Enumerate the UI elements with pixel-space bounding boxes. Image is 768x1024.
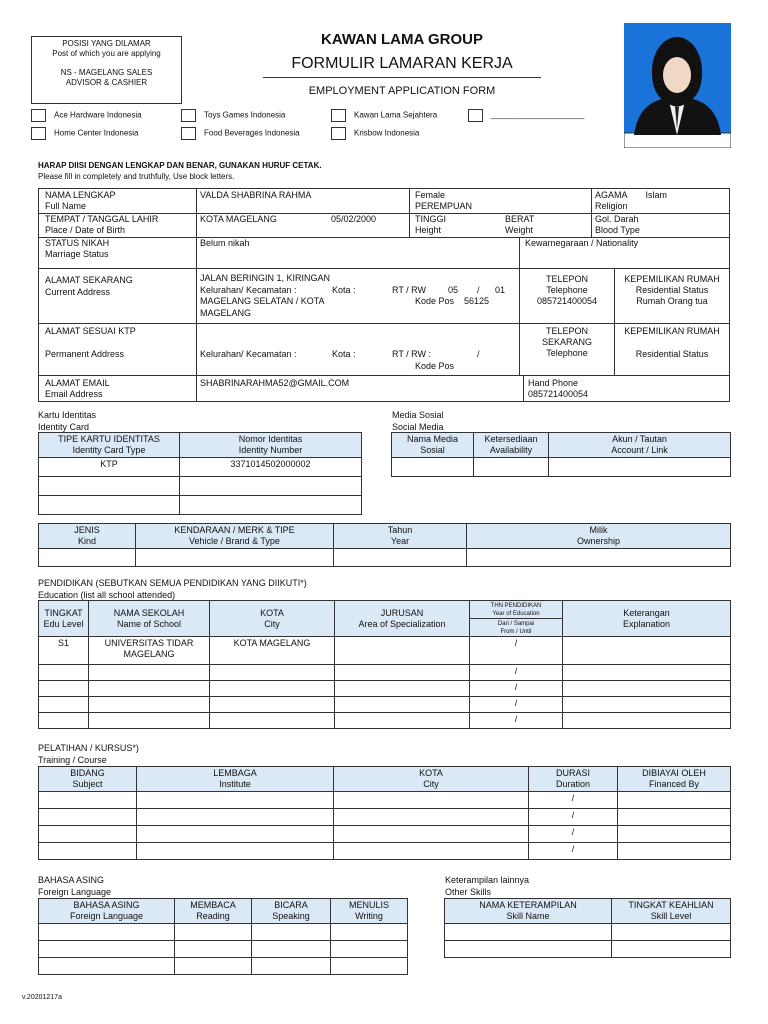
address-rw[interactable]: 01 — [495, 285, 506, 295]
training-duration[interactable]: / — [529, 843, 618, 860]
company-option-label: Food Beverages Indonesia — [204, 128, 300, 138]
table-cell[interactable] — [180, 477, 362, 496]
instructions-id: HARAP DIISI DENGAN LENGKAP DAN BENAR, GUNAKAN HURUF CETAK. — [38, 161, 322, 170]
education-city[interactable]: KOTA MAGELANG — [210, 637, 335, 665]
checkbox[interactable] — [331, 127, 346, 140]
address-rtrw-label: RT / RW — [392, 285, 427, 295]
company-option-label: Toys Games Indonesia — [204, 110, 286, 120]
weight-label-id: BERAT — [505, 214, 535, 224]
table-cell[interactable] — [175, 924, 252, 941]
identity-col-type: TIPE KARTU IDENTITAS Identity Card Type — [39, 433, 180, 458]
blood-label-en: Blood Type — [595, 225, 640, 235]
table-cell[interactable] — [612, 924, 731, 941]
table-cell[interactable] — [175, 941, 252, 958]
education-years[interactable]: / — [470, 681, 563, 697]
training-duration[interactable]: / — [529, 792, 618, 809]
identity-title-en: Identity Card — [38, 422, 90, 432]
phone2-label-en: Telephone — [546, 348, 588, 358]
table-cell[interactable] — [39, 697, 89, 713]
table-cell[interactable] — [563, 681, 731, 697]
form-title: FORMULIR LAMARAN KERJA — [291, 55, 513, 72]
weight-label-en: Weight — [505, 225, 533, 235]
identity-type[interactable]: KTP — [39, 458, 180, 477]
full-name-value[interactable]: VALDA SHABRINA RAHMA — [200, 190, 312, 200]
table-cell[interactable] — [210, 713, 335, 729]
checkbox[interactable] — [468, 109, 483, 122]
height-label-id: TINGGI — [415, 214, 446, 224]
table-cell[interactable] — [335, 697, 470, 713]
table-cell[interactable] — [39, 924, 175, 941]
table-cell[interactable] — [618, 809, 731, 826]
table-cell[interactable] — [331, 924, 408, 941]
table-cell[interactable] — [137, 792, 334, 809]
full-name-label-id: NAMA LENGKAP — [45, 190, 116, 200]
marital-label-en: Marriage Status — [45, 249, 109, 259]
training-col-institute: LEMBAGA Institute — [137, 767, 334, 792]
table-cell[interactable] — [334, 826, 529, 843]
table-cell[interactable] — [39, 665, 89, 681]
company-title: KAWAN LAMA GROUP — [321, 31, 483, 48]
table-cell[interactable] — [445, 924, 612, 941]
ktp-label-en: Permanent Address — [45, 349, 125, 359]
position-label-id: POSISI YANG DILAMAR — [62, 39, 151, 48]
table-cell[interactable] — [89, 681, 210, 697]
phone-value[interactable]: 085721400054 — [536, 296, 598, 306]
table-cell[interactable] — [39, 826, 137, 843]
checkbox[interactable] — [31, 127, 46, 140]
social-table — [391, 432, 731, 477]
home-own-value[interactable]: Rumah Orang tua — [636, 296, 708, 306]
birth-date-value[interactable]: 05/02/2000 — [331, 214, 377, 224]
training-col-duration: DURASI Duration — [529, 767, 618, 792]
table-cell[interactable] — [612, 941, 731, 958]
table-cell[interactable] — [252, 958, 331, 975]
vehicle-col-ownership: Milik Ownership — [467, 524, 731, 549]
address-slash: / — [477, 285, 480, 295]
skills-title-id: Keterampilan lainnya — [445, 875, 530, 885]
company-option-label: Krisbow Indonesia — [354, 128, 420, 138]
position-box — [31, 36, 182, 104]
table-cell[interactable] — [137, 809, 334, 826]
company-option-food[interactable] — [181, 127, 300, 140]
home-own2-label-id: KEPEMILIKAN RUMAH — [624, 326, 720, 336]
table-cell[interactable] — [334, 549, 467, 567]
table-cell[interactable] — [89, 697, 210, 713]
education-col-explanation: Keterangan Explanation — [563, 601, 731, 637]
table-cell[interactable] — [563, 665, 731, 681]
education-years[interactable]: / — [470, 713, 563, 729]
birth-label-id: TEMPAT / TANGGAL LAHIR — [45, 214, 159, 224]
birth-place-value[interactable]: KOTA MAGELANG — [200, 214, 277, 224]
table-cell[interactable] — [252, 941, 331, 958]
vehicle-table — [38, 523, 731, 567]
table-cell[interactable] — [39, 549, 136, 567]
address-rt[interactable]: 05 — [448, 285, 459, 295]
table-cell[interactable] — [334, 809, 529, 826]
ktp-kel-label: Kelurahan/ Kecamatan : — [200, 349, 297, 359]
checkbox[interactable] — [31, 109, 46, 122]
personal-table — [38, 188, 730, 402]
home-own-label-en: Residential Status — [635, 285, 709, 295]
table-cell[interactable] — [210, 697, 335, 713]
nationality-label: Kewarnegaraan / Nationality — [525, 238, 639, 248]
training-col-city: KOTA City — [334, 767, 529, 792]
table-cell[interactable] — [39, 681, 89, 697]
religion-label-id: AGAMA — [595, 190, 628, 200]
table-cell[interactable] — [39, 792, 137, 809]
table-cell[interactable] — [563, 637, 731, 665]
address-line3[interactable]: MAGELANG SELATAN / KOTA — [200, 296, 325, 306]
address-label-en: Current Address — [45, 287, 111, 297]
home-own-label-id: KEPEMILIKAN RUMAH — [624, 274, 720, 284]
table-cell[interactable] — [445, 941, 612, 958]
table-cell[interactable] — [39, 958, 175, 975]
training-table — [38, 766, 731, 860]
table-cell[interactable] — [331, 958, 408, 975]
table-cell[interactable] — [89, 665, 210, 681]
table-cell[interactable] — [335, 681, 470, 697]
education-col-school: NAMA SEKOLAH Name of School — [89, 601, 210, 637]
training-col-financed: DIBIAYAI OLEH Financed By — [618, 767, 731, 792]
company-option-toys[interactable] — [181, 109, 285, 122]
table-cell[interactable] — [334, 792, 529, 809]
company-option-other[interactable] — [468, 109, 584, 122]
identity-col-number: Nomor Identitas Identity Number — [180, 433, 362, 458]
education-title-id: PENDIDIKAN (SEBUTKAN SEMUA PENDIDIKAN YANG DIIKUTI*) — [38, 578, 307, 588]
training-title-id: PELATIHAN / KURSUS*) — [38, 743, 139, 753]
language-table — [38, 898, 408, 975]
identity-table — [38, 432, 362, 515]
applicant-photo — [624, 23, 731, 148]
social-col-name: Nama Media Sosial — [392, 433, 474, 458]
identity-title-id: Kartu Identitas — [38, 410, 97, 420]
language-col-speaking: BICARA Speaking — [252, 899, 331, 924]
company-option-label: Kawan Lama Sejahtera — [354, 110, 438, 120]
social-title-en: Social Media — [392, 422, 444, 432]
phone2-label-1: TELEPON — [545, 326, 588, 336]
company-option-blank: _____________________ — [491, 110, 585, 120]
skills-table — [444, 898, 731, 958]
address-kota-label: Kota : — [332, 285, 356, 295]
address-line1[interactable]: JALAN BERINGIN 1, KIRINGAN — [200, 273, 331, 283]
identity-number[interactable]: 3371014502000002 — [180, 458, 362, 477]
company-option-krisbow[interactable] — [331, 127, 419, 140]
table-cell[interactable] — [39, 843, 137, 860]
language-col-writing: MENULIS Writing — [331, 899, 408, 924]
company-option-home-center[interactable] — [31, 127, 139, 140]
education-col-year-sub: Dari / Sampai From / Until — [470, 619, 563, 637]
ktp-label-id: ALAMAT SESUAI KTP — [45, 326, 136, 336]
title-divider — [263, 77, 541, 78]
education-school[interactable]: UNIVERSITAS TIDAR MAGELANG — [89, 637, 210, 665]
table-cell[interactable] — [467, 549, 731, 567]
table-cell[interactable] — [563, 713, 731, 729]
checkbox[interactable] — [181, 127, 196, 140]
full-name-label-en: Full Name — [45, 201, 87, 211]
company-option-label: Ace Hardware Indonesia — [54, 110, 142, 120]
gender-id[interactable]: PEREMPUAN — [415, 201, 473, 211]
education-years[interactable]: / — [470, 697, 563, 713]
checkbox[interactable] — [331, 109, 346, 122]
skills-col-name: NAMA KETERAMPILAN Skill Name — [445, 899, 612, 924]
training-duration[interactable]: / — [529, 809, 618, 826]
table-cell[interactable] — [39, 477, 180, 496]
education-table — [38, 600, 731, 729]
position-value-2: ADVISOR & CASHIER — [65, 78, 148, 87]
address-line4[interactable]: MAGELANG — [200, 308, 252, 318]
language-title-id: BAHASA ASING — [38, 875, 105, 885]
language-title-en: Foreign Language — [38, 887, 112, 897]
table-cell[interactable] — [618, 843, 731, 860]
table-cell[interactable] — [210, 681, 335, 697]
position-label-en: Post of which you are applying — [52, 49, 161, 58]
table-cell[interactable] — [39, 713, 89, 729]
education-col-level: TINGKAT Edu Level — [39, 601, 89, 637]
birth-label-en: Place / Date of Birth — [45, 225, 126, 235]
phone-label-id: TELEPON — [545, 274, 588, 284]
table-cell[interactable] — [137, 843, 334, 860]
table-cell[interactable] — [252, 924, 331, 941]
language-col-reading: MEMBACA Reading — [175, 899, 252, 924]
kodepos-value[interactable]: 56125 — [464, 296, 490, 306]
table-cell[interactable] — [210, 665, 335, 681]
company-option-kawan-lama[interactable] — [331, 109, 437, 122]
vehicle-col-kind: JENIS Kind — [39, 524, 136, 549]
instructions-en: Please fill in completely and truthfully, Use block letters. — [38, 172, 235, 181]
vehicle-col-year: Tahun Year — [334, 524, 467, 549]
handphone-label: Hand Phone — [528, 378, 579, 388]
skills-title-en: Other Skills — [445, 887, 492, 897]
ktp-kodepos-label: Kode Pos — [415, 361, 455, 371]
blood-label-id: Gol. Darah — [595, 214, 639, 224]
training-col-subject: BIDANG Subject — [39, 767, 137, 792]
ktp-rtrw-label: RT / RW : — [392, 349, 432, 359]
table-cell[interactable] — [618, 792, 731, 809]
table-cell[interactable] — [335, 713, 470, 729]
marital-value[interactable]: Belum nikah — [200, 238, 250, 248]
email-label-id: ALAMAT EMAIL — [45, 378, 110, 388]
religion-value[interactable]: Islam — [645, 190, 668, 200]
checkbox[interactable] — [181, 109, 196, 122]
table-cell[interactable] — [392, 458, 474, 477]
company-option-ace[interactable] — [31, 109, 142, 122]
education-years[interactable]: / — [470, 637, 563, 665]
social-col-availability: Ketersediaan Availability — [474, 433, 549, 458]
table-cell[interactable] — [136, 549, 334, 567]
table-cell[interactable] — [618, 826, 731, 843]
education-title-en: Education (list all school attended) — [38, 590, 176, 600]
education-col-year: THN PENDIDIKAN Year of Education — [470, 601, 563, 619]
social-title-id: Media Sosial — [392, 410, 444, 420]
handphone-value[interactable]: 085721400054 — [528, 389, 589, 399]
table-cell[interactable] — [334, 843, 529, 860]
table-cell[interactable] — [39, 809, 137, 826]
kodepos-label: Kode Pos — [415, 296, 455, 306]
table-cell[interactable] — [335, 637, 470, 665]
table-cell[interactable] — [335, 665, 470, 681]
table-cell[interactable] — [39, 941, 175, 958]
marital-label-id: STATUS NIKAH — [45, 238, 110, 248]
ktp-kota-label: Kota : — [332, 349, 356, 359]
version-footer: v.20201217a — [22, 994, 62, 1001]
email-label-en: Email Address — [45, 389, 103, 399]
ktp-slash: / — [477, 349, 480, 359]
phone-label-en: Telephone — [546, 285, 588, 295]
religion-label-en: Religion — [595, 201, 628, 211]
table-cell[interactable] — [180, 496, 362, 515]
training-duration[interactable]: / — [529, 826, 618, 843]
table-cell[interactable] — [549, 458, 731, 477]
height-label-en: Height — [415, 225, 442, 235]
table-cell[interactable] — [89, 713, 210, 729]
email-value[interactable]: SHABRINARAHMA52@GMAIL.COM — [200, 378, 350, 388]
table-cell[interactable] — [137, 826, 334, 843]
language-col-language: BAHASA ASING Foreign Language — [39, 899, 175, 924]
home-own2-label-en: Residential Status — [635, 349, 709, 359]
gender-en: Female — [415, 190, 446, 200]
education-col-major: JURUSAN Area of Specialization — [335, 601, 470, 637]
table-cell[interactable] — [331, 941, 408, 958]
table-cell[interactable] — [39, 496, 180, 515]
table-cell[interactable] — [474, 458, 549, 477]
social-col-account: Akun / Tautan Account / Link — [549, 433, 731, 458]
position-value-1: NS - MAGELANG SALES — [60, 68, 153, 77]
vehicle-col-brand: KENDARAAN / MERK & TIPE Vehicle / Brand & Type — [136, 524, 334, 549]
address-label-id: ALAMAT SEKARANG — [45, 275, 133, 285]
company-option-label: Home Center Indonesia — [54, 128, 139, 138]
phone2-label-2: SEKARANG — [541, 337, 592, 347]
table-cell[interactable] — [563, 697, 731, 713]
education-years[interactable]: / — [470, 665, 563, 681]
form-subtitle: EMPLOYMENT APPLICATION FORM — [308, 85, 496, 97]
address-kel-label: Kelurahan/ Kecamatan : — [200, 285, 297, 295]
education-level[interactable]: S1 — [39, 637, 89, 665]
skills-col-level: TINGKAT KEAHLIAN Skill Level — [612, 899, 731, 924]
training-title-en: Training / Course — [38, 755, 107, 765]
table-cell[interactable] — [175, 958, 252, 975]
education-col-city: KOTA City — [210, 601, 335, 637]
